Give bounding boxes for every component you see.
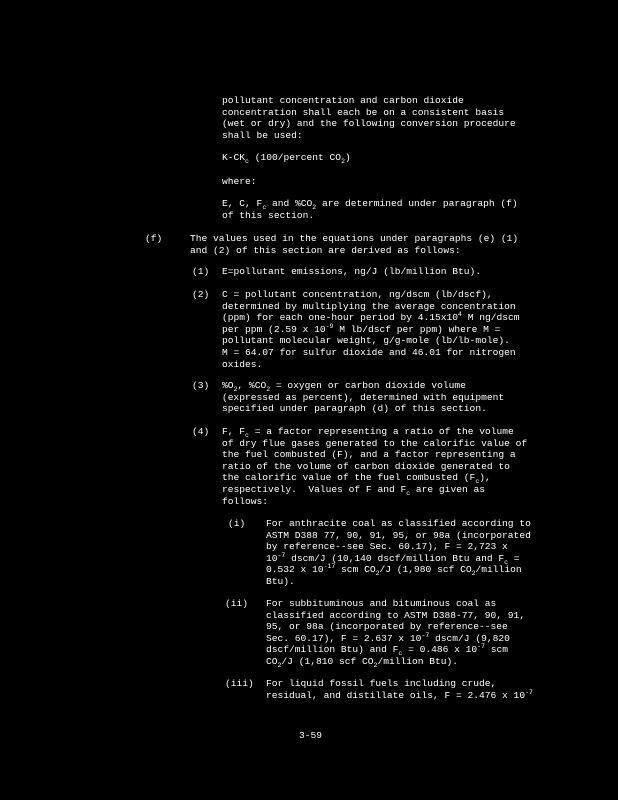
- sub-item-iii-label: (iii): [225, 678, 254, 689]
- section-f-text: The values used in the equations under paragraphs (e) (1) and (2) of this section are derived as follows:: [190, 233, 519, 256]
- intro-line: (wet or dry) and the following conversion procedure: [222, 118, 516, 130]
- item-1-label: (1): [192, 266, 210, 277]
- sub-item-i-label: (i): [228, 518, 246, 529]
- intro-line: pollutant concentration and carbon dioxide: [222, 95, 464, 106]
- item-3-label: (3): [192, 380, 210, 391]
- intro-paragraph: [222, 95, 516, 141]
- section-f-label: (f): [145, 233, 163, 244]
- item-3-text: $\%O_2$, $\%CO_2$ = oxygen or carbon dioxide volume (expressed as percent), determined with equipment specified under paragraph (d) of this section.: [222, 380, 505, 415]
- determined-paragraph: E, C, $F_c$ and $\%CO_2$ are determined under paragraph (f) of this section.: [222, 198, 518, 221]
- sub-item-i-text: For anthracite coal as classified according to ASTM D388 77, 90, 91, 95, or 98a (incorporated by reference--see Sec. 60.17), F = 2,723 x $10^{-7}$ dscm/J (10,140 dscf/million Btu and $F_c$ = 0.532 x $10^{-17}$ scm $CO_2/J$ (1,980 scf $CO_2$/million Btu).: [266, 518, 531, 587]
- item-4-text: F, $F_c = a$ factor representing a ratio of the volume of dry flue gases generated to the calorific value of the fuel combusted (F), and a factor representing a ratio of the volume of carbon dioxide generated to the calorific value of the fuel combusted $(F_c)$, respectively. Values of F and $F_c$ are given as follows:: [222, 426, 528, 507]
- sub-item-ii-label: (ii): [225, 598, 249, 609]
- intro-line: shall be used:: [222, 129, 303, 141]
- item-1-text: E=pollutant emissions, ng/J (lb/million Btu).: [222, 266, 482, 277]
- sub-item-ii-text: For subbituminous and bituminous coal as classified according to ASTM D388-77, 90, 91, 95, or 98a (incorporated by reference--see Sec. 60.17), F = 2.637 x $10^{-7}$ dscm/J (9,820 dscf/million Btu) and $F_c = 0.486$ x $10^{-7}$ scm $CO_2/J$ (1,810 scf $CO_2$/million Btu).: [266, 598, 526, 669]
- item-2-label: (2): [192, 289, 210, 300]
- item-2-text: C = pollutant concentration, ng/dscm (lb/dscf), determined by multiplying the average concentration (ppm) for each one-hour period by $4.15x10^4$ M ng/dscm per ppm (2.59 x $10^{-9}$ M lb/dscf per ppm) where M = pollutant molecular weight, g/g-mole (lb/lb-mole). M = 64.07 for sulfur dioxide and 46.01 for nitrogen oxides.: [222, 289, 520, 370]
- page-number: 3-59: [299, 730, 323, 741]
- where-label: where:: [222, 176, 257, 187]
- sub-item-iii-text: For liquid fossil fuels including crude, residual, and distillate oils, F = 2.476 x $10^{-7}$: [266, 678, 533, 701]
- intro-line: concentration shall each be on a consistent basis: [222, 106, 505, 118]
- conversion-formula: $K-CK_c$ (100/percent $CO_2$): [222, 152, 351, 165]
- item-4-label: (4): [192, 426, 210, 437]
